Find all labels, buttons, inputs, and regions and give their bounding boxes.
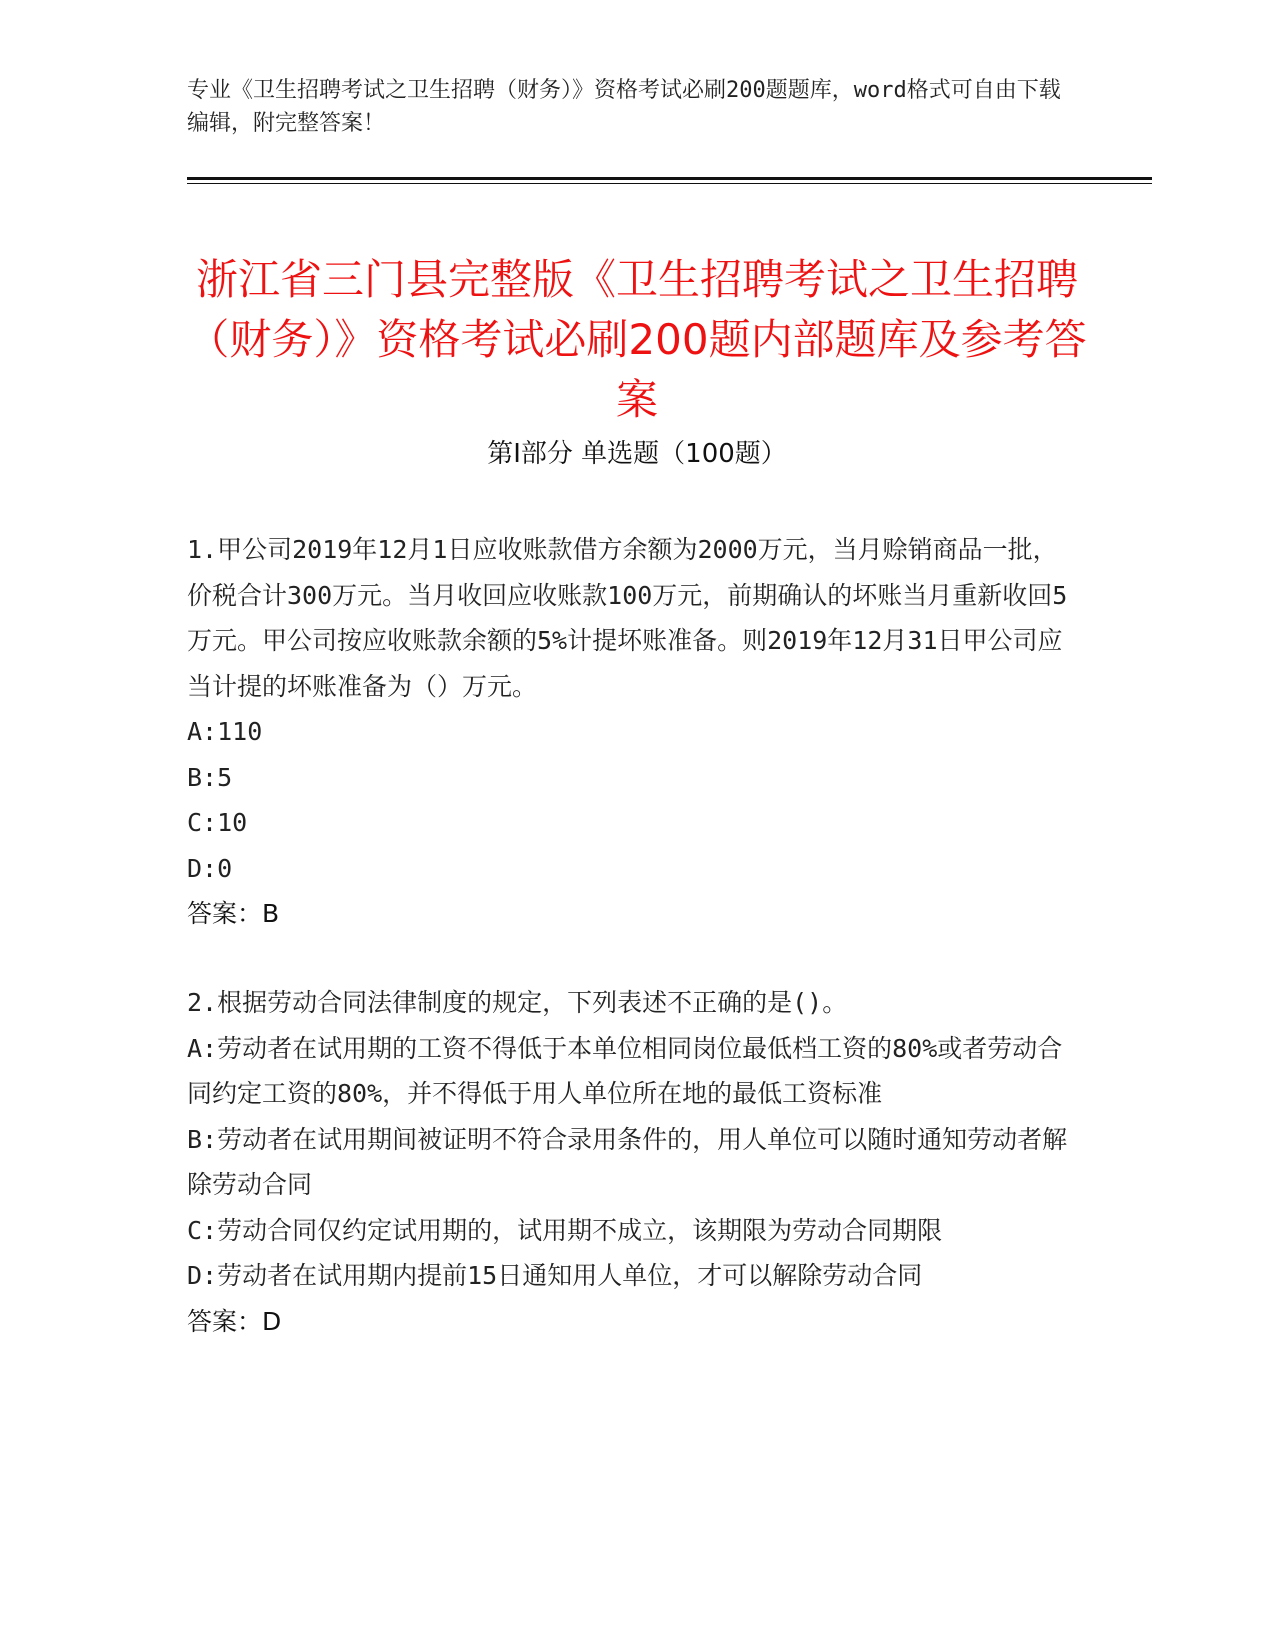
question-text: 2.根据劳动合同法律制度的规定，下列表述不正确的是()。 [187, 988, 848, 1017]
option-a: A:劳动者在试用期的工资不得低于本单位相同岗位最低档工资的80%或者劳动合同约定工资的80%，并不得低于用人单位所在地的最低工资标准 [187, 1033, 1063, 1108]
answer: 答案：D [187, 1306, 282, 1336]
option-b: B:劳动者在试用期间被证明不符合录用条件的，用人单位可以随时通知劳动者解除劳动合同 [187, 1124, 1068, 1199]
section-title: 第I部分 单选题（100题） [487, 439, 787, 469]
option-c: C:10 [187, 808, 248, 837]
document-title: 浙江省三门县完整版《卫生招聘考试之卫生招聘（财务）》资格考试必刷200题内部题库及参考答案 [187, 255, 1087, 425]
option-a: A:110 [187, 717, 263, 746]
header-rule-thin [187, 183, 1152, 184]
header-note: 专业《卫生招聘考试之卫生招聘（财务）》资格考试必刷200题题库，word格式可自由下载编辑，附完整答案！ [187, 78, 1061, 136]
question-text: 1.甲公司2019年12月1日应收账款借方余额为2000万元，当月赊销商品一批，价税合计300万元。当月收回应收账款100万元，前期确认的坏账当月重新收回5万元。甲公司按应收账款余额的5%计提坏账准备。则2019年12月31日甲公司应当计提的坏账准备为（）万元。 [187, 535, 1068, 701]
question-2 [187, 980, 1077, 1344]
answer: 答案：B [187, 899, 280, 928]
option-d: D:劳动者在试用期内提前15日通知用人单位，才可以解除劳动合同 [187, 1261, 923, 1290]
option-b: B:5 [187, 762, 233, 792]
option-c: C:劳动合同仅约定试用期的，试用期不成立，该期限为劳动合同期限 [187, 1215, 943, 1245]
header-rule-thick [187, 177, 1152, 180]
option-d: D:0 [187, 853, 233, 883]
question-1 [187, 527, 1077, 937]
